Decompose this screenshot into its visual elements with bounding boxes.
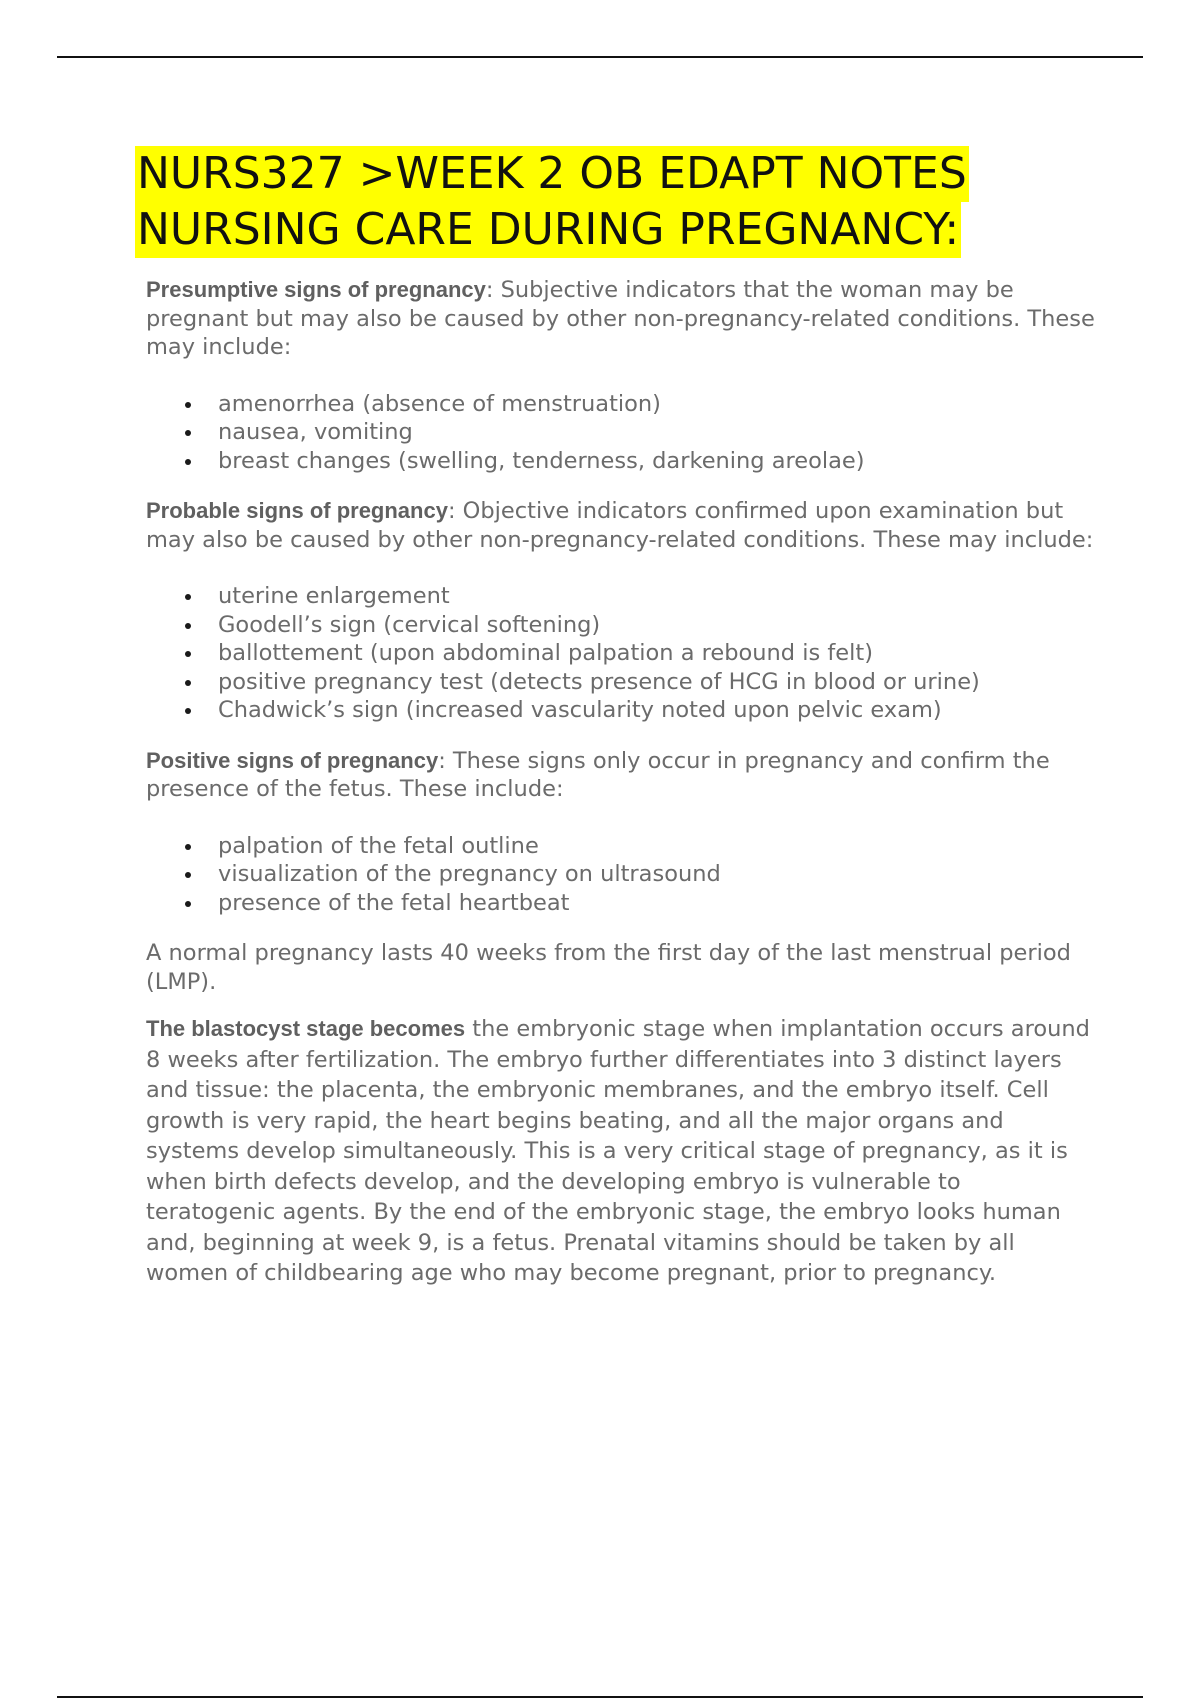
positive-text: : These signs only occur in pregnancy and confirm the presence of the fetus. These include: [146,747,1050,802]
blastocyst-term: The blastocyst stage becomes [146,1016,466,1041]
presumptive-paragraph [146,276,1095,362]
title-line-1: NURS327 >WEEK 2 OB EDAPT NOTES [135,146,969,202]
document-body [135,258,1095,1289]
top-rule [57,56,1143,58]
list-item: uterine enlargement [146,582,1095,611]
presumptive-list [146,390,1095,476]
list-item: Goodell’s sign (cervical softening) [146,611,1095,640]
list-item: nausea, vomiting [146,418,1095,447]
document-content [135,146,1095,1307]
list-item: Chadwick’s sign (increased vascularity noted upon pelvic exam) [146,696,1095,725]
blastocyst-text: the embryonic stage when implantation occurs around 8 weeks after fertilization. The embryo further differentiates into 3 distinct layers and tissue: the placenta, the embryonic membranes, and the embryo itself. Cell growth is very rapid, the heart begins beating, and all the major organs and systems develop simultaneously. This is a very critical stage of pregnancy, as it is when birth defects develop, and the developing embryo is vulnerable to teratogenic agents. By the end of the embryonic stage, the embryo looks human and, beginning at week 9, is a fetus. Prenatal vitamins should be taken by all women of childbearing age who may become pregnant, prior to pregnancy. [146,1016,1090,1286]
probable-term: Probable signs of pregnancy [146,498,448,523]
list-item: amenorrhea (absence of menstruation) [146,390,1095,419]
probable-list [146,582,1095,725]
positive-list [146,832,1095,918]
normal-pregnancy-paragraph: A normal pregnancy lasts 40 weeks from the first day of the last menstrual period (LMP). [146,940,1071,995]
blastocyst-paragraph [146,1014,1095,1289]
bottom-rule [57,1696,1143,1698]
positive-paragraph [146,747,1095,804]
probable-paragraph [146,497,1095,554]
probable-text: : Objective indicators confirmed upon examination but may also be caused by other non-pregnancy-related conditions. These may include: [146,498,1094,553]
list-item: positive pregnancy test (detects presence of HCG in blood or urine) [146,668,1095,697]
page-title [135,146,1095,258]
list-item: breast changes (swelling, tenderness, darkening areolae) [146,447,1095,476]
list-item: visualization of the pregnancy on ultrasound [146,860,1095,889]
list-item: ballottement (upon abdominal palpation a rebound is felt) [146,639,1095,668]
title-line-2: NURSING CARE DURING PREGNANCY: [135,202,961,258]
presumptive-text: : Subjective indicators that the woman may be pregnant but may also be caused by other non-pregnancy-related conditions. These may include: [146,277,1095,360]
list-item: presence of the fetal heartbeat [146,889,1095,918]
positive-term: Positive signs of pregnancy [146,747,439,773]
presumptive-term: Presumptive signs of pregnancy [146,277,486,302]
list-item: palpation of the fetal outline [146,832,1095,861]
